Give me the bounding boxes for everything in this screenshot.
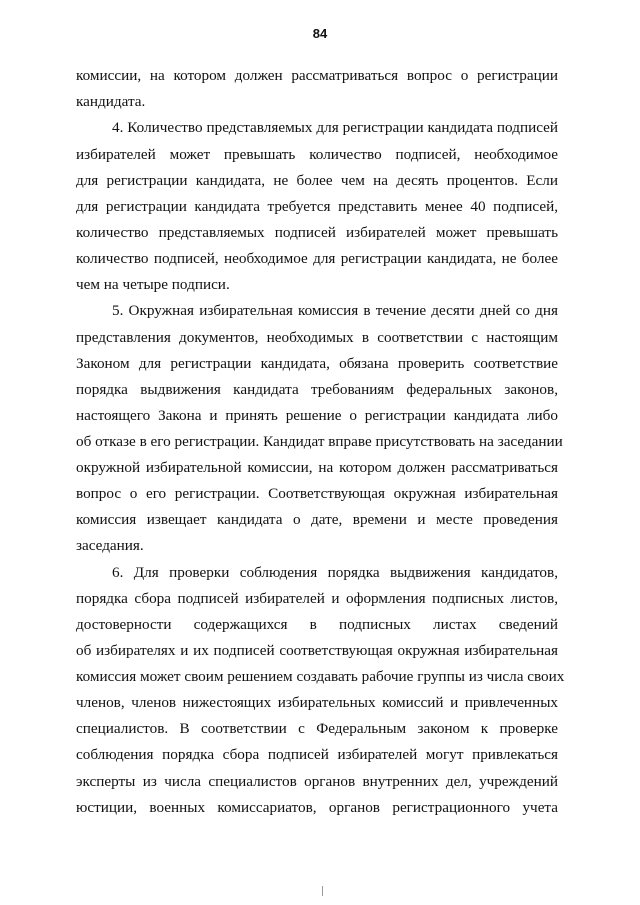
text-line: Законом для регистрации кандидата, обязана проверить соответствие bbox=[76, 355, 558, 372]
text-line: представления документов, необходимых в соответствии с настоящим bbox=[76, 329, 558, 346]
text-line: чем на четыре подписи. bbox=[76, 276, 230, 293]
text-line: эксперты из числа специалистов органов внутренних дел, учреждений bbox=[76, 773, 558, 790]
text-line: специалистов. В соответствии с Федеральным законом к проверке bbox=[76, 720, 558, 737]
text-line: порядка сбора подписей избирателей и оформления подписных листов, bbox=[76, 590, 558, 607]
text-line: членов, членов нижестоящих избирательных комиссий и привлеченных bbox=[76, 694, 558, 711]
text-line: заседания. bbox=[76, 537, 144, 554]
text-line: комиссия может своим решением создавать рабочие группы из числа своих bbox=[76, 668, 565, 685]
text-line: для регистрации кандидата, не более чем на десять процентов. Если bbox=[76, 172, 558, 189]
text-line: избирателей может превышать количество подписей, необходимое bbox=[76, 146, 558, 163]
text-line: количество подписей, необходимое для регистрации кандидата, не более bbox=[76, 250, 558, 267]
text-line: окружной избирательной комиссии, на котором должен рассматриваться bbox=[76, 459, 558, 476]
text-line: кандидата. bbox=[76, 93, 146, 110]
text-line: соблюдения порядка сбора подписей избирателей могут привлекаться bbox=[76, 746, 558, 763]
text-line: 6. Для проверки соблюдения порядка выдвижения кандидатов, bbox=[112, 564, 558, 581]
text-line: об отказе в его регистрации. Кандидат вправе присутствовать на заседании bbox=[76, 433, 563, 450]
text-line: количество представляемых подписей избирателей может превышать bbox=[76, 224, 558, 241]
text-line: достоверности содержащихся в подписных листах сведений bbox=[76, 616, 558, 633]
text-line: вопрос о его регистрации. Соответствующая окружная избирательная bbox=[76, 485, 558, 502]
text-line: 5. Окружная избирательная комиссия в течение десяти дней со дня bbox=[112, 302, 558, 319]
text-line: комиссия извещает кандидата о дате, времени и месте проведения bbox=[76, 511, 558, 528]
text-line: комиссии, на котором должен рассматриваться вопрос о регистрации bbox=[76, 67, 558, 84]
page-number: 84 bbox=[312, 26, 328, 41]
text-line: юстиции, военных комиссариатов, органов регистрационного учета bbox=[76, 799, 558, 816]
scan-mark bbox=[322, 886, 323, 896]
text-line: порядка выдвижения кандидата требованиям федеральных законов, bbox=[76, 381, 558, 398]
text-line: настоящего Закона и принять решение о регистрации кандидата либо bbox=[76, 407, 558, 424]
text-line: для регистрации кандидата требуется представить менее 40 подписей, bbox=[76, 198, 558, 215]
text-line: об избирателях и их подписей соответствующая окружная избирательная bbox=[76, 642, 558, 659]
text-line: 4. Количество представляемых для регистрации кандидата подписей bbox=[112, 119, 558, 136]
